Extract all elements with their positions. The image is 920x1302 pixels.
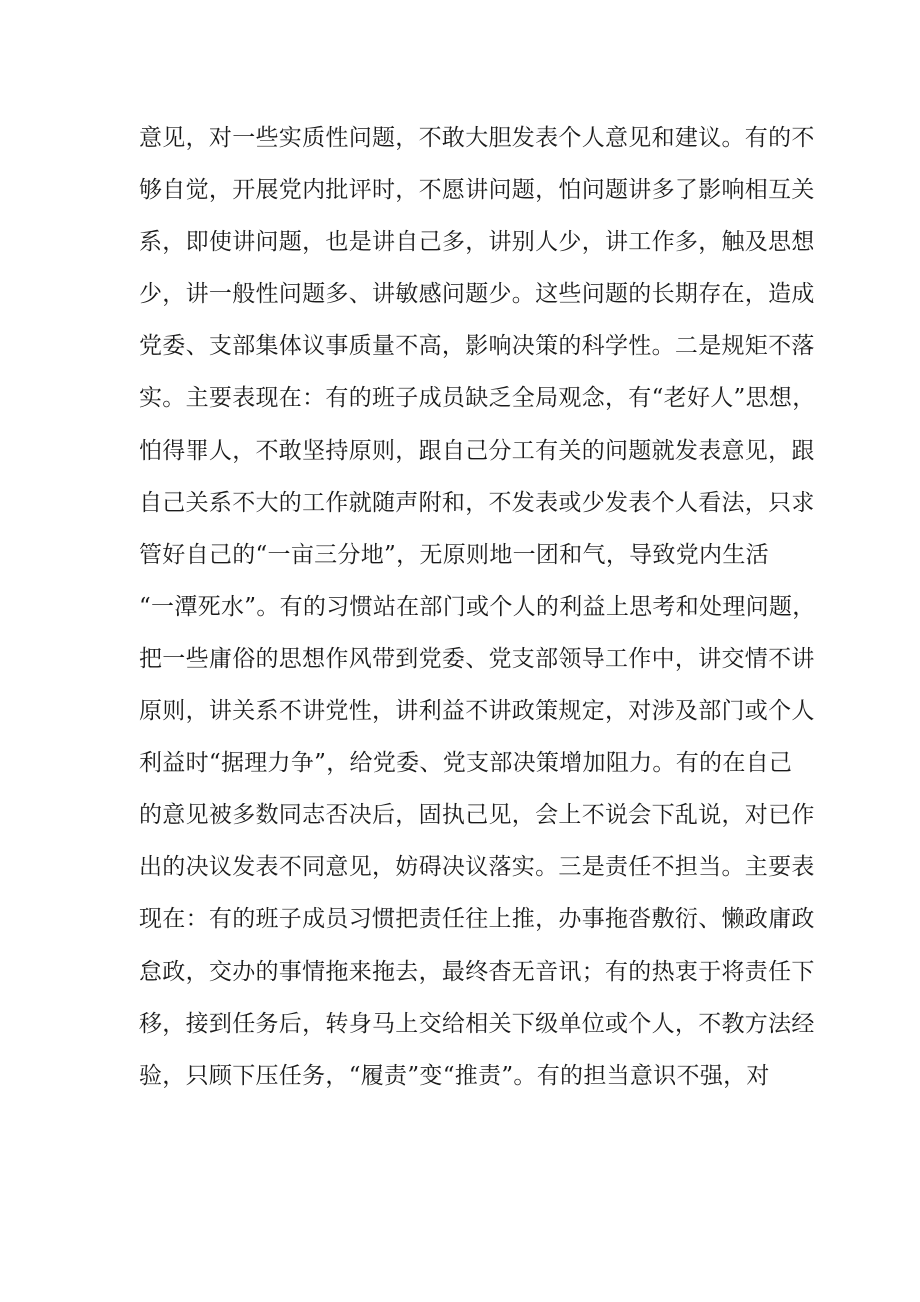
text-line: “一潭死水”。有的习惯站在部门或个人的利益上思考和处理问题， xyxy=(139,593,816,620)
text-line: 意见，对一些实质性问题，不敢大胆发表个人意见和建议。有的不 xyxy=(139,125,815,151)
text-line: 验，只顾下压任务，“履责”变“推责”。有的担当意识不强，对 xyxy=(139,1062,770,1089)
text-line: 怕得罪人，不敢坚持原则，跟自己分工有关的问题就发表意见，跟 xyxy=(139,437,815,464)
text-line: 的意见被多数同志否决后，固执己见，会上不说会下乱说，对已作 xyxy=(139,802,815,829)
text-line: 够自觉，开展党内批评时，不愿讲问题，怕问题讲多了影响相互关 xyxy=(139,177,815,204)
text-line: 实。主要表现在：有的班子成员缺乏全局观念，有“老好人”思想， xyxy=(139,385,816,412)
text-line: 自己关系不大的工作就随声附和，不发表或少发表个人看法，只求 xyxy=(139,489,815,516)
text-line: 利益时“据理力争”，给党委、党支部决策增加阻力。有的在自己 xyxy=(139,750,793,777)
text-line: 管好自己的“一亩三分地”，无原则地一团和气，导致党内生活 xyxy=(139,541,769,568)
text-line: 党委、支部集体议事质量不高，影响决策的科学性。二是规矩不落 xyxy=(139,333,815,360)
text-line: 少，讲一般性问题多、讲敏感问题少。这些问题的长期存在，造成 xyxy=(139,281,815,308)
text-line: 移，接到任务后，转身马上交给相关下级单位或个人，不教方法经 xyxy=(139,1010,815,1037)
text-line: 系，即使讲问题，也是讲自己多，讲别人少，讲工作多，触及思想 xyxy=(139,229,815,256)
body-text xyxy=(139,116,819,1106)
text-line: 现在：有的班子成员习惯把责任往上推，办事拖沓敷衍、懒政庸政 xyxy=(139,906,815,933)
text-line: 怠政，交办的事情拖来拖去，最终杳无音讯；有的热衷于将责任下 xyxy=(139,958,815,985)
text-line: 把一些庸俗的思想作风带到党委、党支部领导工作中，讲交情不讲 xyxy=(139,645,815,672)
text-line: 出的决议发表不同意见，妨碍决议落实。三是责任不担当。主要表 xyxy=(139,854,815,881)
text-line: 原则，讲关系不讲党性，讲利益不讲政策规定，对涉及部门或个人 xyxy=(139,698,815,725)
